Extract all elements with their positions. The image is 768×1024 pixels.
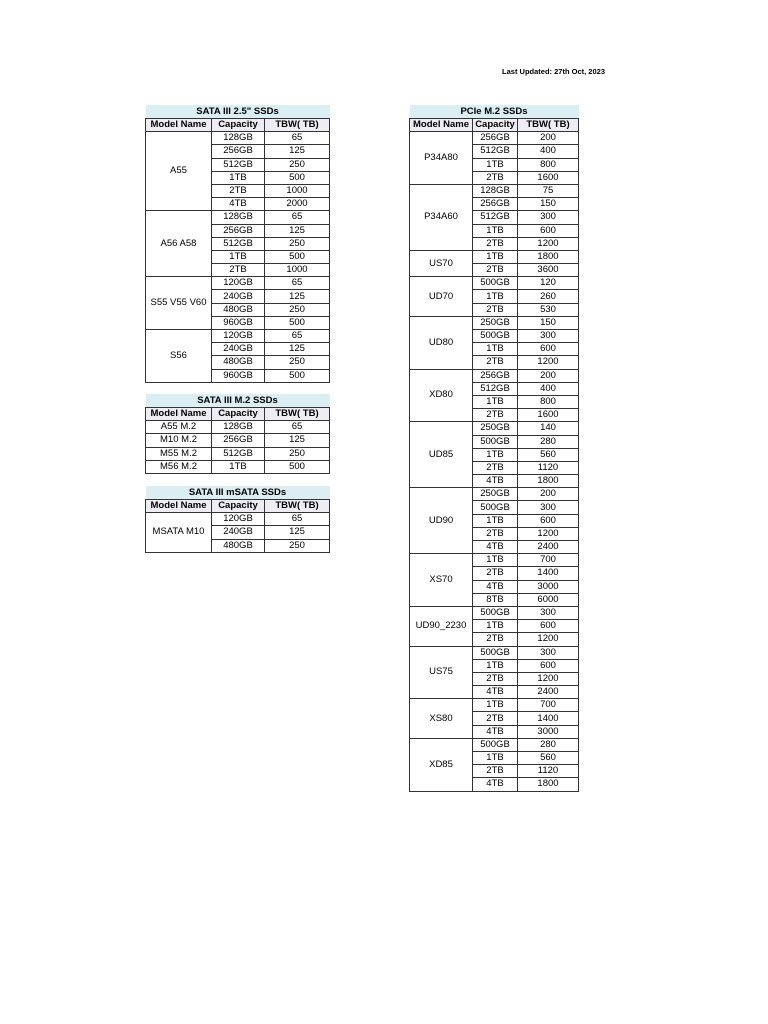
table-header-row [410,119,579,132]
capacity-cell: 960GB [212,316,265,329]
tbw-cell: 2400 [518,686,579,699]
capacity-cell: 128GB [212,211,265,224]
tbw-cell: 1400 [518,567,579,580]
sata-msata-ssd-table [145,486,330,553]
capacity-cell: 120GB [212,330,265,343]
capacity-cell: 2TB [473,303,518,316]
capacity-cell: 240GB [212,290,265,303]
table-row [146,447,330,460]
tbw-cell: 200 [518,488,579,501]
table-row [410,422,579,435]
tbw-cell: 250 [265,447,330,460]
tbw-cell: 300 [518,646,579,659]
capacity-cell: 500GB [473,277,518,290]
table-title: SATA III mSATA SSDs [146,486,330,500]
model-name-cell: M56 M.2 [146,460,212,473]
table-row [410,699,579,712]
tbw-cell: 700 [518,554,579,567]
capacity-cell: 2TB [212,184,265,197]
table-row [410,132,579,145]
table-row [146,421,330,434]
tbw-cell: 250 [265,303,330,316]
capacity-cell: 1TB [473,514,518,527]
capacity-cell: 1TB [473,343,518,356]
capacity-cell: 4TB [473,725,518,738]
capacity-cell: 8TB [473,593,518,606]
tbw-cell: 1000 [265,184,330,197]
capacity-cell: 256GB [212,145,265,158]
header-model-name: Model Name [146,119,212,132]
table-title: PCIe M.2 SSDs [410,105,579,119]
table-row [410,277,579,290]
capacity-cell: 512GB [212,158,265,171]
capacity-cell: 256GB [212,224,265,237]
model-name-cell: MSATA M10 [146,513,212,553]
capacity-cell: 512GB [212,237,265,250]
tbw-cell: 500 [265,171,330,184]
tbw-cell: 500 [265,316,330,329]
tbw-cell: 65 [265,211,330,224]
tbw-cell: 1200 [518,237,579,250]
capacity-cell: 1TB [212,171,265,184]
tbw-cell: 600 [518,514,579,527]
capacity-cell: 2TB [473,633,518,646]
tbw-cell: 200 [518,132,579,145]
tbw-cell: 150 [518,198,579,211]
tbw-cell: 125 [265,290,330,303]
tbw-cell: 500 [265,250,330,263]
capacity-cell: 1TB [473,659,518,672]
header-capacity: Capacity [212,119,265,132]
capacity-cell: 1TB [473,158,518,171]
model-name-cell: M55 M.2 [146,447,212,460]
last-updated-label: Last Updated: 27th Oct, 2023 [502,67,605,76]
header-capacity: Capacity [212,500,265,513]
capacity-cell: 2TB [473,264,518,277]
capacity-cell: 480GB [212,303,265,316]
tbw-cell: 125 [265,224,330,237]
table-row [410,316,579,329]
header-tbw: TBW( TB) [265,119,330,132]
tbw-cell: 700 [518,699,579,712]
tbw-cell: 300 [518,606,579,619]
capacity-cell: 480GB [212,356,265,369]
tbw-cell: 1400 [518,712,579,725]
capacity-cell: 2TB [473,712,518,725]
tbw-cell: 600 [518,224,579,237]
tbw-cell: 300 [518,330,579,343]
capacity-cell: 2TB [212,264,265,277]
sata-m2-ssd-table [145,394,330,474]
capacity-cell: 480GB [212,539,265,552]
capacity-cell: 1TB [212,460,265,473]
tbw-cell: 1000 [265,264,330,277]
tbw-cell: 400 [518,145,579,158]
capacity-cell: 500GB [473,738,518,751]
table-title-row [146,394,330,408]
capacity-cell: 1TB [473,395,518,408]
tbw-cell: 65 [265,421,330,434]
tbw-cell: 3600 [518,264,579,277]
table-title-row [410,105,579,119]
table-header-row [146,119,330,132]
model-name-cell: XS80 [410,699,473,739]
tbw-cell: 560 [518,752,579,765]
table-title-row [146,486,330,500]
table-header-row [146,408,330,421]
capacity-cell: 1TB [473,250,518,263]
capacity-cell: 512GB [212,447,265,460]
header-tbw: TBW( TB) [265,500,330,513]
capacity-cell: 4TB [212,198,265,211]
tbw-cell: 6000 [518,593,579,606]
capacity-cell: 250GB [473,422,518,435]
capacity-cell: 2TB [473,567,518,580]
table-row [410,554,579,567]
tbw-cell: 800 [518,395,579,408]
capacity-cell: 2TB [473,672,518,685]
table-row [146,211,330,224]
tbw-cell: 500 [265,460,330,473]
header-tbw: TBW( TB) [265,408,330,421]
model-name-cell: P34A80 [410,132,473,185]
tbw-cell: 75 [518,184,579,197]
model-name-cell: UD80 [410,316,473,369]
tbw-cell: 1200 [518,527,579,540]
tbw-cell: 65 [265,330,330,343]
tbw-cell: 600 [518,620,579,633]
header-model-name: Model Name [146,408,212,421]
tbw-cell: 1800 [518,250,579,263]
model-name-cell: M10 M.2 [146,434,212,447]
model-name-cell: S55 V55 V60 [146,277,212,330]
tbw-cell: 3000 [518,580,579,593]
header-tbw: TBW( TB) [518,119,579,132]
tbw-cell: 250 [265,539,330,552]
tbw-cell: 65 [265,132,330,145]
capacity-cell: 128GB [473,184,518,197]
capacity-cell: 1TB [212,250,265,263]
capacity-cell: 2TB [473,765,518,778]
tbw-cell: 150 [518,316,579,329]
capacity-cell: 512GB [473,382,518,395]
capacity-cell: 512GB [473,211,518,224]
capacity-cell: 4TB [473,475,518,488]
capacity-cell: 2TB [473,237,518,250]
capacity-cell: 256GB [212,434,265,447]
model-name-cell: A56 A58 [146,211,212,277]
capacity-cell: 240GB [212,526,265,539]
table-title: SATA III M.2 SSDs [146,394,330,408]
capacity-cell: 1TB [473,752,518,765]
model-name-cell: US75 [410,646,473,699]
capacity-cell: 250GB [473,488,518,501]
tbw-cell: 1200 [518,672,579,685]
table-row [410,369,579,382]
capacity-cell: 2TB [473,527,518,540]
model-name-cell: UD90_2230 [410,606,473,646]
tbw-cell: 200 [518,369,579,382]
tbw-cell: 1120 [518,765,579,778]
model-name-cell: A55 [146,132,212,211]
table-row [146,132,330,145]
capacity-cell: 4TB [473,686,518,699]
model-name-cell: XD85 [410,738,473,791]
table-row [146,434,330,447]
capacity-cell: 128GB [212,132,265,145]
table-header-row [146,500,330,513]
capacity-cell: 500GB [473,606,518,619]
tbw-cell: 1800 [518,778,579,791]
tbw-cell: 2000 [265,198,330,211]
tbw-cell: 125 [265,434,330,447]
capacity-cell: 4TB [473,778,518,791]
capacity-cell: 120GB [212,513,265,526]
capacity-cell: 120GB [212,277,265,290]
capacity-cell: 500GB [473,330,518,343]
table-row [410,488,579,501]
tbw-cell: 560 [518,448,579,461]
tbw-cell: 65 [265,277,330,290]
sata-2-5-ssd-table [145,105,330,383]
capacity-cell: 4TB [473,541,518,554]
model-name-cell: XS70 [410,554,473,607]
tbw-cell: 1800 [518,475,579,488]
tbw-cell: 300 [518,501,579,514]
header-model-name: Model Name [410,119,473,132]
tbw-cell: 125 [265,526,330,539]
capacity-cell: 2TB [473,356,518,369]
tbw-cell: 400 [518,382,579,395]
capacity-cell: 256GB [473,369,518,382]
capacity-cell: 500GB [473,646,518,659]
table-row [410,250,579,263]
model-name-cell: US70 [410,250,473,276]
table-row [410,646,579,659]
capacity-cell: 500GB [473,501,518,514]
capacity-cell: 240GB [212,343,265,356]
header-capacity: Capacity [473,119,518,132]
tbw-cell: 280 [518,435,579,448]
model-name-cell: UD70 [410,277,473,317]
model-name-cell: UD85 [410,422,473,488]
tbw-cell: 1120 [518,461,579,474]
table-row [146,330,330,343]
tbw-cell: 125 [265,343,330,356]
tbw-cell: 250 [265,237,330,250]
capacity-cell: 2TB [473,171,518,184]
table-row [146,513,330,526]
tbw-cell: 800 [518,158,579,171]
model-name-cell: UD90 [410,488,473,554]
capacity-cell: 500GB [473,435,518,448]
capacity-cell: 4TB [473,580,518,593]
tbw-cell: 600 [518,659,579,672]
table-row [410,738,579,751]
tbw-cell: 125 [265,145,330,158]
model-name-cell: P34A60 [410,184,473,250]
capacity-cell: 256GB [473,132,518,145]
tbw-cell: 250 [265,356,330,369]
model-name-cell: XD80 [410,369,473,422]
tbw-cell: 600 [518,343,579,356]
table-row [146,460,330,473]
tbw-cell: 500 [265,369,330,382]
table-title: SATA III 2.5" SSDs [146,105,330,119]
capacity-cell: 1TB [473,554,518,567]
capacity-cell: 256GB [473,198,518,211]
tbw-cell: 3000 [518,725,579,738]
table-row [146,277,330,290]
header-model-name: Model Name [146,500,212,513]
table-title-row [146,105,330,119]
header-capacity: Capacity [212,408,265,421]
capacity-cell: 2TB [473,409,518,422]
capacity-cell: 1TB [473,620,518,633]
tbw-cell: 140 [518,422,579,435]
tbw-cell: 1200 [518,356,579,369]
tbw-cell: 1600 [518,409,579,422]
tbw-cell: 1200 [518,633,579,646]
tbw-cell: 300 [518,211,579,224]
tbw-cell: 65 [265,513,330,526]
tbw-cell: 120 [518,277,579,290]
pcie-m2-ssd-table [409,105,579,792]
model-name-cell: S56 [146,330,212,383]
capacity-cell: 250GB [473,316,518,329]
tbw-cell: 2400 [518,541,579,554]
capacity-cell: 1TB [473,699,518,712]
tbw-cell: 260 [518,290,579,303]
tbw-cell: 1600 [518,171,579,184]
tbw-cell: 250 [265,158,330,171]
capacity-cell: 128GB [212,421,265,434]
capacity-cell: 1TB [473,290,518,303]
model-name-cell: A55 M.2 [146,421,212,434]
capacity-cell: 1TB [473,224,518,237]
capacity-cell: 960GB [212,369,265,382]
capacity-cell: 1TB [473,448,518,461]
capacity-cell: 2TB [473,461,518,474]
tbw-cell: 530 [518,303,579,316]
capacity-cell: 512GB [473,145,518,158]
table-row [410,184,579,197]
tbw-cell: 280 [518,738,579,751]
table-row [410,606,579,619]
